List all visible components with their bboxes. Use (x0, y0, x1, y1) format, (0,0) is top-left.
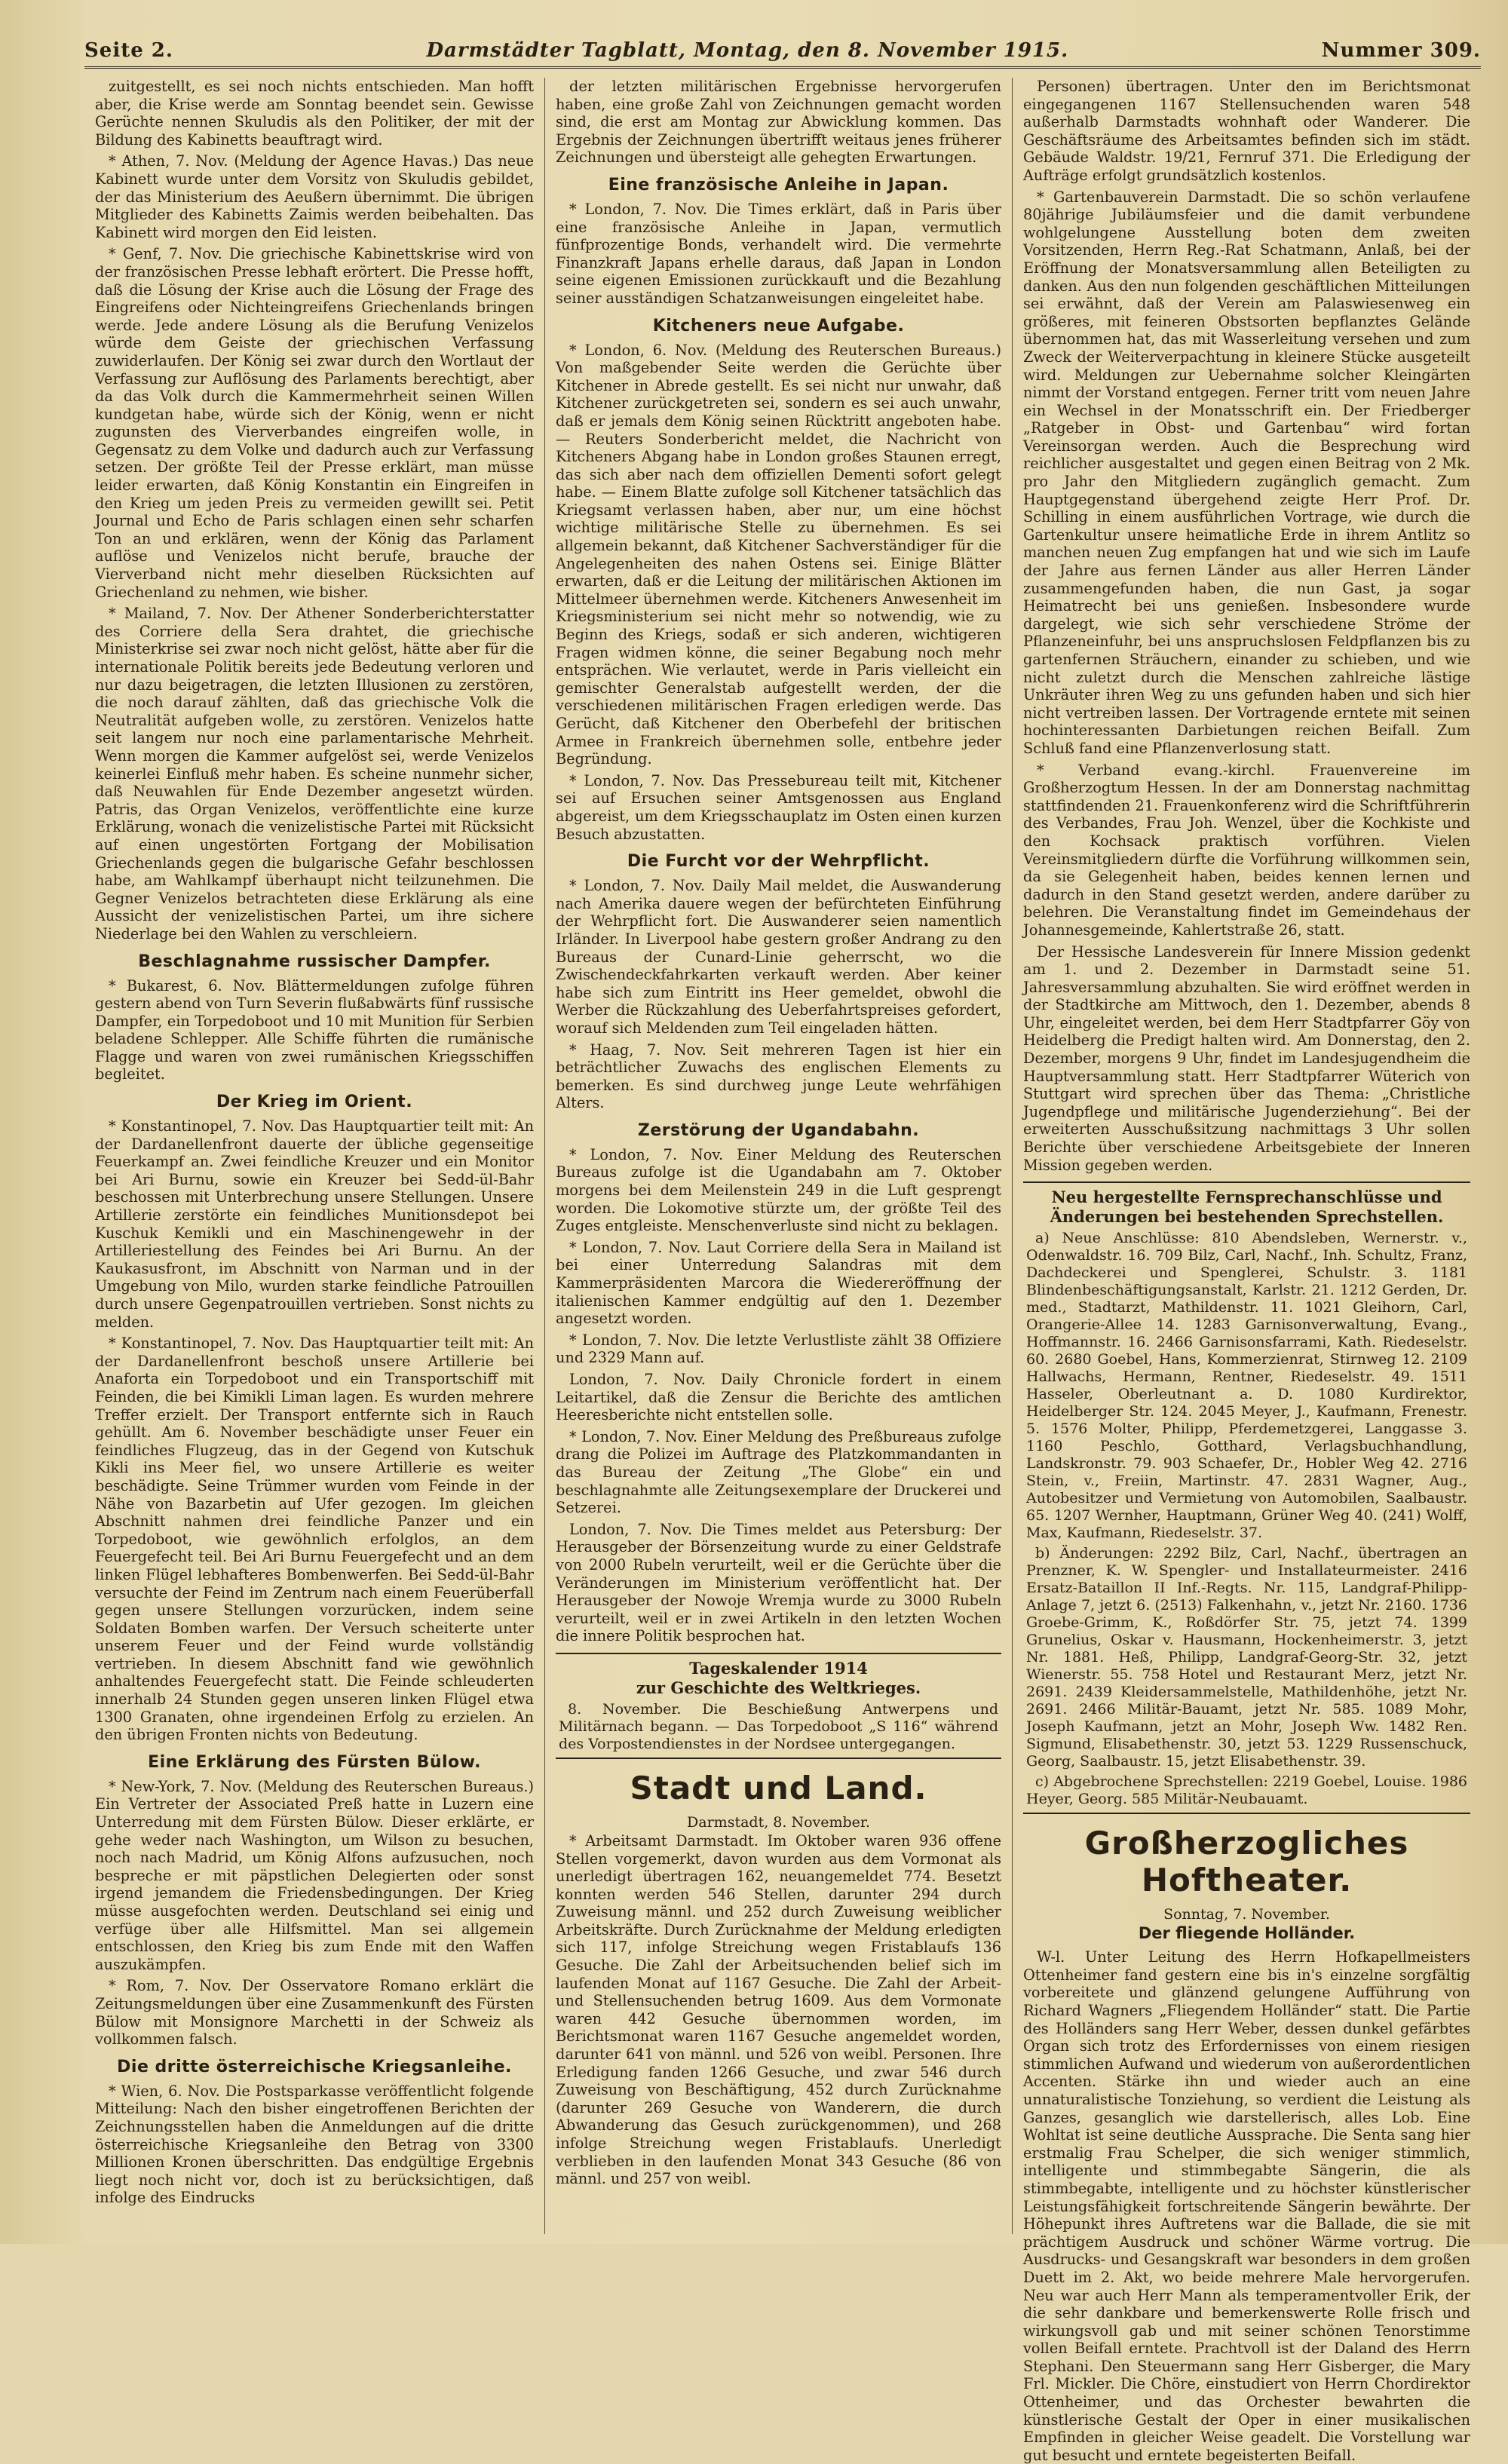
article-rome: * Rom, 7. Nov. Der Osservatore Romano erklärt die Zeitungsmeldungen über eine Zusammenkunft des Fürsten Bülow mit Monsignore Marchetti in der Schweiz als vollkommen falsch. (95, 1977, 534, 2049)
article-theatre-review: W-l. Unter Leitung des Herrn Hofkapellmeisters Ottenheimer fand gestern eine bis in's einzelne sorgfältig vorbereitete und glänzend gelungene Aufführung von Richard Wagners „Fliegendem Holländer“ statt. Die Partie des Holländers sang Herr Weber, dessen dunkel gefärbtes Organ sich trotz des Erfordernisses von einem riesigen stimmlichen Aufwand und wiederum von außerordentlichen Accenten. Stärke ihn und wieder auch an eine unnaturalistische Tonziehung, so verdient die Leistung als Ganzes, gesanglich wie darstellerisch, alles Lob. Eine Wohltat ist seine deutliche Aussprache. Die Senta sang hier erstmalig Frau Schelper, die sich weniger stimmlich, intelligente und stimmbegabte Sängerin, die als stimmbegabte, intelligente und zu höchster künstlerischer Leistungsfähigkeit fortschreitende Sängerin bewährte. Der Höhepunkt ihres Auftretens war die Ballade, die sie mit prächtigem Ausdruck und schöner Wärme vortrug. Die Ausdrucks- und Gesangskraft war besonders in dem großen Duett im 2. Akt, wo beide mehrere Male hervorgerufen. Neu war auch Herr Mann als temperamentvoller Erik, der die sehr dankbare und bemerkenswerte Rolle frisch und wirkungsvoll gab und mit seiner schönen Tenorstimme vollen Beifall erntete. Prachtvoll ist der Daland des Herrn Stephani. Den Steuermann sang Herr Gisberger, die Mary Frl. Mickler. Die Chöre, einstudiert von Herrn Chordirektor Ottenheimer, und das Orchester bewahrten die künstlerische Gestalt der Oper in einer musikalischen Empfinden in gleicher Weise geadelt. Die Vorstellung war gut besucht und erntete begeisterten Beifall. (1023, 1948, 1470, 2464)
newspaper-title: Darmstädter Tagblatt, Montag, den 8. November 1915. (426, 39, 1069, 62)
telephone-changes: b) Änderungen: 2292 Bilz, Carl, Nachf., übertragen an Prenzner, K. W. Spengler- und Installateurmeister. 2416 Ersatz-Bataillon II Inf.-Regts. Nr. 115, Landgraf-Philipp-Anlage 7, jetzt 6. (2513) Falkenhahn, v., jetzt Nr. 2160. 1736 Groebe-Grimm, K., Roßdörfer Str. 75, jetzt 74. 1399 Grunelius, Oskar v. Hausmann, Hockenheimerstr. 3, jetzt Nr. 1881. Heß, Philipp, Landgraf-Georg-Str. 32, jetzt Wienerstr. 55. 758 Hotel und Restaurant Merz, jetzt Nr. 2691. 2439 Kleidersammelstelle, Mathildenhöhe, jetzt Nr. 2691. 2466 Militär-Bauamt, jetzt Nr. 585. 1089 Mohr, Joseph Kaufmann, jetzt an Mohr, Joseph Ww. 1482 Ren. Sigmund, Elisabethenstr. 30, jetzt 53. 1229 Russenschuck, Georg, Saalbaustr. 15, jetzt Elisabethenstr. 39. (1026, 1545, 1467, 1770)
article-constantinople-2: * Konstantinopel, 7. Nov. Das Hauptquartier teilt mit: An der Dardanellenfront beschoß unsere Artillerie bei Anaforta ein Torpedoboot und ein Transportschiff mit Feinden, die bei Kimikli Liman lagen. Es wurden mehrere Treffer erzielt. Der Transport entfernte sich in Rauch gehüllt. Am 6. November beschädigte unser Feuer ein feindliches Flugzeug, das in der Gegend von Kutschuk Kikli ins Meer fiel, wo unsere Artillerie es weiter beschädigte. Seine Trümmer wurden vom Feinde in der Nähe von Bazarbetin auf Ufer gezogen. Im gleichen Abschnitt nahmen drei feindliche Panzer und ein Torpedoboot, wie gewöhnlich erfolglos, an dem Feuergefecht teil. Bei Ari Burnu Feuergefecht und an dem linken Flügel lebhafteres Bombenwerfen. Bei Sedd-ül-Bahr versuchte der Feind im Zentrum nach einem Feuerüberfall gegen unsere Stellungen vorzurücken, indem seine Soldaten Bomben warfen. Der Versuch scheiterte unter unserem Feuer und der Feind wurde vollständig vertrieben. In diesem Abschnitt fand wie gewöhnlich anhaltendes Feuergefecht statt. Die Feinde schleuderten innerhalb 24 Stunden gegen unseren linken Flügel etwa 1300 Granaten, ohne irgendeinen Erfolg zu erzielen. An den übrigen Fronten nichts von Bedeutung. (95, 1335, 534, 1744)
calendar-subtitle: zur Geschichte des Weltkrieges. (636, 1678, 921, 1697)
article-text: zuitgestellt, es sei noch nichts entschieden. Man hofft aber, die Krise werde am Sonntag beendet sein. Gewisse Gerüchte nennen Skuludis als den Politiker, der mit der Bildung des Kabinetts beauftragt wird. (95, 78, 534, 149)
article-garden-society: * Gartenbauverein Darmstadt. Die so schön verlaufene 80jährige Jubiläumsfeier und die damit verbundene wohlgelungene Ausstellung boten dem zweiten Vorsitzenden, Herrn Reg.-Rat Schatmann, Anlaß, bei der Eröffnung der Monatsversammlung allen Beteiligten zu danken. Aus den nun folgenden geschäftlichen Mitteilungen sei erwähnt, daß der Verein am Palaswiesenweg ein größeres, mit feineren Obstsorten bepflanztes Gelände übernommen hat, das mit Wasserleitung versehen und zum Zweck der Weiterverpachtung in kleinere Stücke ausgeteilt wird. Meldungen zur Uebernahme solcher Kleingärten nimmt der Vorstand entgegen. Ferner tritt vom neuen Jahre ein Wechsel in der Monatsschrift ein. Der Friedberger „Ratgeber in Obst- und Gartenbau“ wird fortan Vereinsorgan werden. Auch die Besprechung wird reichlicher ausgestaltet und gegen einen Beitrag von 2 Mk. pro Jahr den Mitgliedern zugänglich gemacht. Zum Hauptgegenstand übergehend zeigte Herr Prof. Dr. Schilling in einem ausführlichen Vortrage, wie durch die Gartenkultur unsere heimatliche Erde in ihrem Antlitz so manchen neuen Zug empfangen hat und wie sich im Laufe der Jahre aus fernen Länder aus aller Herren Länder zusammengefunden haben, die nun Gast, ja sogar Heimatrecht bei uns genießen. Insbesondere wurde dargelegt, wie sich sehr verschiedene Ströme der Pflanzeneinfuhr, bei uns anspruchslosen Feldpflanzen bis zu gartenfernen Sträuchern, einander zu schieben, und wie nicht zuletzt durch die Menschen zahlreiche lästige Unkräuter ihren Weg zu uns gefunden haben und sich hier nicht vertreiben lassen. Der Vortragende erntete mit seinen hochinteressanten Darbietungen reichen Beifall. Zum Schluß fand eine Pflanzenverlosung statt. (1023, 188, 1470, 757)
article-athens: * Athen, 7. Nov. (Meldung der Agence Havas.) Das neue Kabinett wurde unter dem Vorsitz von Skuludis gebildet, der das Ministerium des Aeußern übernimmt. Die übrigen Mitglieder des Kabinetts Zaimis werden beibehalten. Das Kabinett wird morgen den Eid leisten. (95, 152, 534, 241)
headline-court-theatre: Großherzogliches Hoftheater. (1084, 1825, 1409, 1899)
article-london-6: London, 7. Nov. Die Times meldet aus Petersburg: Der Herausgeber der Börsenzeitung wurde zu einer Geldstrafe von 2000 Rubeln verurteilt, weil er die Gerüchte über die Veränderungen im Ministerium veröffentlicht hat. Der Herausgeber der Nowoje Wremja wurde zu 3000 Rubeln verurteilt, weil er in zwei Artikeln in den letzten Wochen die innere Politik besprochen hat. (556, 1520, 1001, 1645)
telephone-listing-title: Neu hergestellte Fernsprechanschlüsse und Änderungen bei bestehenden Sprechstellen. (1050, 1188, 1444, 1227)
article-vienna: * Wien, 6. Nov. Die Postsparkasse veröffentlicht folgende Mitteilung: Nach den bisher eingetroffenen Berichten der Zeichnungsstellen haben die Anmeldungen auf die dritte österreichische Kriegsanleihe den Betrag von 3300 Millionen Kronen überschritten. Das endgültige Ergebnis liegt noch nicht vor, doch ist zu berücksichtigen, daß infolge des Eindrucks (95, 2082, 534, 2207)
calendar-text: 8. November. Die Beschießung Antwerpens und Militärnach begann. — Das Torpedoboot „S 116“ während des Vorpostendienstes in der Nordsee untergegangen. (559, 1700, 998, 1752)
article-emigration: * London, 7. Nov. Daily Mail meldet, die Auswanderung nach Amerika dauere wegen der befürchteten Einführung der Wehrpflicht fort. Die Auswanderer seien namentlich Irländer. In Liverpool habe gestern großer Andrang zu den Bureaus der Cunard-Linie geherrscht, wo die Zwischendeckfahrkarten verkauft werden. Aber keiner habe sich zum Eintritt ins Heer gemeldet, obwohl die Werber die Rückzahlung des Ueberfahrtspreises gefordert, worauf sich Meldenden zum Teil eingeladen hätten. (556, 877, 1001, 1037)
headline-japan-loan: Eine französische Anleihe in Japan. (608, 175, 949, 195)
article-text: Personen) übertragen. Unter den im Berichtsmonat eingegangenen 1167 Stellensuchenden waren 548 außerhalb Darmstadts wohnhaft oder Wanderer. Die Geschäftsräume des Arbeitsamtes befinden sich im städt. Gebäude Waldstr. 19/21, Fernruf 371. Die Erledigung der Aufträge erfolgt grundsätzlich kostenlos. (1023, 78, 1470, 184)
article-kitchener-1: * London, 6. Nov. (Meldung des Reuterschen Bureaus.) Von maßgebender Seite werden die Gerüchte über Kitchener in Abrede gestellt. Es sei nicht nur unwahr, daß Kitchener zurückgetreten sei, sondern es sei auch unwahr, daß er jemals dem König seinen Rücktritt angeboten habe. — Reuters Sonderbericht meldet, die Nachricht von Kitcheners Abgang habe in London großes Staunen erregt, das sich aber nach dem offiziellen Dementi sofort gelegt habe. — Einem Blatte zufolge soll Kitchener tatsächlich das Kriegsamt verlassen haben, aber nur, um eine höchst wichtige militärische Stelle zu übernehmen. Es sei allgemein bekannt, daß Kitchener Sachverständiger für die Angelegenheiten des nahen Ostens sei. Einige Blätter erwarten, daß er die Leitung der militärischen Aktionen im Mittelmeer übernehmen werde. Kitcheners Anwesenheit im Kriegsministerium sei nicht mehr so notwendig, wie zu Beginn des Kriegs, sodaß er sich anderen, wichtigeren Fragen widmen könne, die seiner Begabung noch mehr entsprächen. Wie verlautet, werde in Paris vielleicht ein gemischter Generalstab aufgestellt werden, der die verschiedenen militärischen Fragen erledigen werde. Das Gerücht, daß Kitchener den Oberbefehl der britischen Armee in Frankreich übernehmen solle, entbehre jeder Begründung. (556, 341, 1001, 768)
calendar-title: Tageskalender 1914 (689, 1658, 868, 1678)
headline-uganda: Zerstörung der Ugandabahn. (637, 1120, 920, 1140)
columns (84, 78, 1481, 2464)
article-employment-office: * Arbeitsamt Darmstadt. Im Oktober waren 936 offene Stellen vorgemerkt, davon wurden aus dem Vormonat als unerledigt übertragen 162, neuangemeldet 774. Besetzt konnten werden 546 Stellen, darunter 294 durch Zuweisung männl. und 252 durch Zuweisung weiblicher Arbeitskräfte. Durch Zurücknahme der Meldung erledigten sich 117, infolge Streichung wegen Fristablaufs 136 Gesuche. Die Zahl der Arbeitsuchenden belief sich im laufenden Monat auf 1167 Gesuche. Die Zahl der Arbeit- und Stellensuchenden betrug 1609. Aus dem Vormonate waren 442 Gesuche übernommen worden, im Berichtsmonat waren 1167 Gesuche angemeldet worden, darunter 641 von männl. und 526 von weibl. Personen. Ihre Erledigung fanden 1266 Gesuche, und zwar 546 durch Zuweisung von Beschäftigung, 452 durch Zurücknahme (darunter 269 Gesuche von Wanderern, die durch Abwanderung das Gesuch zurückgenommen), und 268 infolge Streichung wegen Fristablaufs. Unerledigt verblieben in den laufenden Monat 343 Gesuche (86 von männl. und 257 von weibl. (556, 1831, 1001, 2188)
headline-buelow: Eine Erklärung des Fürsten Bülow. (148, 1752, 481, 1772)
article-text: der letzten militärischen Ergebnisse hervorgerufen haben, eine große Zahl von Zeichnungen gemacht worden sind, die erst am Montag zur Abwicklung kommen. Das Ergebnis der Zeichnungen übertrifft weitaus jenes früherer Zeichnungen und übersteigt alle gehegten Erwartungen. (556, 78, 1001, 167)
article-geneva: * Genf, 7. Nov. Die griechische Kabinettskrise wird von der französischen Presse lebhaft erörtert. Die Presse hofft, daß die Lösung der Krise auch die Lösung der Frage des Eingreifens oder Nichteingreifens Griechenlands bringen werde. Jede andere Lösung als die Berufung Venizelos würde dem Geiste der griechischen Verfassung zuwiderlaufen. Der König sei zwar durch den Wortlaut der Verfassung zur Auflösung des Parlaments berechtigt, aber da das Volk durch die Kammermehrheit seinen Willen kundgetan habe, würde sich der König, wenn er nicht zugunsten des Vierverbandes eingreifen wolle, in Gegensatz zu dem Volke und dadurch auch zur Verfassung setzen. Der größte Teil der Presse erklärt, man müsse leider erwarten, daß König Konstantin ein Eingreifen in den Krieg um jeden Preis zu vermeiden gewillt sei. Petit Journal und Echo de Paris schlagen einen sehr scharfen Ton an und erklären, wenn der König das Parlament auflöse und Venizelos nicht berufe, brauche der Vierverband nicht mehr dieselben Rücksichten auf Griechenland zu nehmen, wie bisher. (95, 245, 534, 601)
telephone-removed: c) Abgebrochene Sprechstellen: 2219 Goebel, Louise. 1986 Heyer, Georg. 585 Militär-Neubauamt. (1026, 1773, 1467, 1808)
telephone-listing-box (1023, 1181, 1470, 1814)
headline-orient: Der Krieg im Orient. (216, 1093, 413, 1112)
theatre-play-title: Der fliegende Holländer. (1138, 1924, 1356, 1943)
headline-steamers: Beschlagnahme russischer Dampfer. (138, 952, 491, 971)
headline-city-country: Stadt und Land. (630, 1769, 927, 1807)
article-london-3: * London, 7. Nov. Die letzte Verlustliste zählt 38 Offiziere und 2329 Mann auf. (556, 1331, 1001, 1367)
article-constantinople-1: * Konstantinopel, 7. Nov. Das Hauptquartier teilt mit: An der Dardanellenfront dauerte der übliche gegenseitige Feuerkampf an. Zwei feindliche Kreuzer und ein Monitor bei Ari Burnu, sowie ein Kreuzer bei Sedd-ül-Bahr beschossen mit Unterbrechung unsere Stellungen. Unsere Artillerie zerstörte ein feindliches Munitionsdepot bei Kuschuk Kemikli und ein Maschinengewehr in der Artilleriestellung des Feindes bei Ari Burnu. An der Kaukasusfront, im Abschnitt von Narman und in der Umgebung von Milo, wurden starke feindliche Patrouillen durch unsere Gegenpatrouillen vertrieben. Sonst nichts zu melden. (95, 1117, 534, 1331)
headline-kitchener: Kitcheners neue Aufgabe. (652, 316, 905, 336)
article-london-5: * London, 7. Nov. Einer Meldung des Preßbureaus zufolge drang die Polizei im Auftrage des Platzkommandanten in das Bureau der Zeitung „The Globe“ ein und beschlagnahmte alle Zeitungsexemplare der Druckerei und Setzerei. (556, 1427, 1001, 1517)
article-hague: * Haag, 7. Nov. Seit mehreren Tagen ist hier ein beträchtlicher Zuwachs des englischen Elements zu bemerken. Es sind durchweg junge Leute wehrfähigen Alters. (556, 1040, 1001, 1112)
article-london-times: * London, 7. Nov. Die Times erklärt, daß in Paris über eine französische Anleihe in Japan, vermutlich fünfprozentige Bonds, verhandelt wird. Die vermehrte Finanzkraft Japans erhelle daraus, daß Japan in London seine eigenen Emissionen zurückkauft und die Bezahlung seiner ausständigen Schatzanweisungen eingeleitet habe. (556, 200, 1001, 307)
article-kitchener-2: * London, 7. Nov. Das Pressebureau teilt mit, Kitchener sei auf Ersuchen seiner Amtsgenossen aus England abgereist, um dem Kriegsschauplatz im Osten einen kurzen Besuch abzustatten. (556, 771, 1001, 843)
page-number: Seite 2. (84, 39, 173, 62)
article-milan: * Mailand, 7. Nov. Der Athener Sonderberichterstatter des Corriere della Sera drahtet, die griechische Ministerkrise sei zwar noch nicht gelöst, hätte aber für die internationale Politik bereits jede Bedeutung verloren und nur dazu beigetragen, die letzten Illusionen zu zerstören, die noch darauf zählten, daß das griechische Volk die Neutralität aufgeben wolle, zu zerstören. Venizelos hatte seit langem nur noch eine parlamentarische Mehrheit. Wenn morgen die Kammer aufgelöst sei, werde Venizelos keinerlei Einfluß mehr haben. Es scheine nunmehr sicher, daß Neuwahlen für Ende Dezember angesetzt würden. Patris, das Organ Venizelos, veröffentlichte eine kurze Erklärung, wonach die venizelistische Partei mit Rücksicht auf einen ungestörten Fortgang der Mobilisation Griechenlands gegen die bulgarische Gefahr beschlossen habe, am Wahlkampf überhaupt nicht teilzunehmen. Die Gegner Venizelos betrachteten diese Erklärung als eine Aussicht der venizelistischen Partei, um ihre sichere Niederlage bei den Wahlen zu verschleiern. (95, 605, 534, 942)
issue-number: Nummer 309. (1321, 39, 1481, 62)
article-bucharest: * Bukarest, 6. Nov. Blättermeldungen zufolge führen gestern abend von Turn Severin flußabwärts fünf russische Dampfer, ein Torpedoboot und 10 mit Munition für Serbien beladene Schlepper. Alle Schiffe führten die rumänische Flagge und waren von zwei rumänischen Kriegsschiffen begleitet. (95, 976, 534, 1083)
article-inner-mission: Der Hessische Landesverein für Innere Mission gedenkt am 1. und 2. Dezember in Darmstadt seine 51. Jahresversammlung abzuhalten. Sie wird eröffnet werden in der Stadtkirche am Mittwoch, den 1. Dezember, abends 8 Uhr, eingeleitet werden, bei dem Herr Stadtpfarrer Göy von Heidelberg die Predigt halten wird. Am Donnerstag, den 2. Dezember, morgens 9 Uhr, findet im Landesjugendheim die Hauptversammlung statt. Herr Stadtpfarrer Wüterich von Stuttgart wird sprechen über das Thema: „Christliche Jugendpflege und militärische Jugenderziehung“. Bei der erweiterten Ausschußsitzung nachmittags 3 Uhr sollen Berichte über verschiedene Arbeitsgebiete der Inneren Mission gegeben werden. (1023, 942, 1470, 1174)
column-1 (84, 78, 544, 2234)
article-women-association: * Verband evang.-kirchl. Frauenvereine im Großherzogtum Hessen. In der am Donnerstag nachmittag stattfindenden 21. Frauenkonferenz wird die Schriftführerin des Verbandes, Frau Joh. Wenzel, über die Kochkiste und den Kochsack praktisch vorführen. Vielen Vereinsmitgliedern dürfte die Vorführung willkommen sein, da sie Gelegenheit haben, beides kennen lernen und dadurch in den Stand gesetzt werden, andere darüber zu belehren. Die Veranstaltung findet im Gemeindehaus der Johannesgemeinde, Kahlertstraße 26, statt. (1023, 761, 1470, 939)
article-new-york: * New-York, 7. Nov. (Meldung des Reuterschen Bureaus.) Ein Vertreter der Associated Preß hatte in Luzern eine Unterredung mit dem Fürsten Bülow. Dieser erklärte, er gehe weder nach Washington, um Wilson zu besuchen, noch nach Madrid, um König Alfons aufzusuchen, noch bespreche er mit päpstlichen Delegierten oder sonst irgend jemandem die Friedensbedingungen. Der Krieg müsse ausgefochten werden. Deutschland sei einig und verfüge über alle Hilfsmittel. Man sei allgemein entschlossen, den Krieg bis zum Ende mit den Waffen auszukämpfen. (95, 1777, 534, 1973)
article-london-2: * London, 7. Nov. Laut Corriere della Sera in Mailand ist bei einer Unterredung Salandras mit dem Kammerpräsidenten Marcora die Wiedereröffnung der italienischen Kammer endgültig auf den 1. Dezember angesetzt worden. (556, 1238, 1001, 1328)
masthead (84, 39, 1481, 69)
column-2 (544, 78, 1012, 2234)
column-3 (1012, 78, 1481, 2464)
headline-conscription: Die Furcht vor der Wehrpflicht. (627, 852, 930, 872)
day-calendar-box (556, 1653, 1001, 1759)
article-uganda: * London, 7. Nov. Einer Meldung des Reuterschen Bureaus zufolge ist die Ugandabahn am 7. Oktober morgens bei dem Meilenstein 249 in die Luft gesprengt worden. Die Lokomotive stürzte um, der größte Teil des Zuges entgleiste. Menschenverluste sind nicht zu beklagen. (556, 1145, 1001, 1235)
dateline: Darmstadt, 8. November. (687, 1813, 870, 1831)
telephone-new: a) Neue Anschlüsse: 810 Abendsleben, Wernerstr. v., Odenwaldstr. 16. 709 Bilz, Carl, Nachf., Inh. Schultz, Franz, Dachdeckerei und Spenglerei, Schulstr. 3. 1181 Blindenbeschäftigungsanstalt, Karlstr. 21. 1212 Gerden, Dr. med., Stadtarzt, Mathildenstr. 11. 1021 Gleihorn, Carl, Orangerie-Allee 14. 1283 Garnisonverwaltung, Evang., Hoffmannstr. 16. 2466 Garnisonsfarrami, Kath. Riedeselstr. 60. 2680 Goebel, Hans, Kommerzienrat, Stirnweg 12. 2109 Hallwachs, Hermann, Rentner, Riedeselstr. 49. 1511 Hasseler, Oberleutnant a. D. 1080 Kurdirektor, Heidelberger Str. 124. 2045 Meyer, J., Kaufmann, Frenestr. 5. 1576 Molter, Philipp, Pferdemetzgerei, Langgasse 3. 1160 Peschlo, Gotthard, Verlagsbuchhandlung, Landskronstr. 79. 903 Schaefer, Dr., Hobler Weg 42. 2716 Stein, v., Freiin, Martinstr. 47. 2831 Wagner, Aug., Autobesitzer und Vermietung von Automobilen, Saalbaustr. 65. 1207 Wernher, Hauptmann, Grüner Weg 40. (241) Wolff, Max, Kaufmann, Riedeselstr. 37. (1026, 1230, 1467, 1542)
theatre-date: Sonntag, 7. November. (1163, 1906, 1330, 1923)
headline-war-loan: Die dritte österreichische Kriegsanleihe. (117, 2057, 512, 2076)
article-london-4: London, 7. Nov. Daily Chronicle fordert in einem Leitartikel, daß die Zensur die Berichte des amtlichen Heeresberichte nicht entstellen solle. (556, 1371, 1001, 1424)
